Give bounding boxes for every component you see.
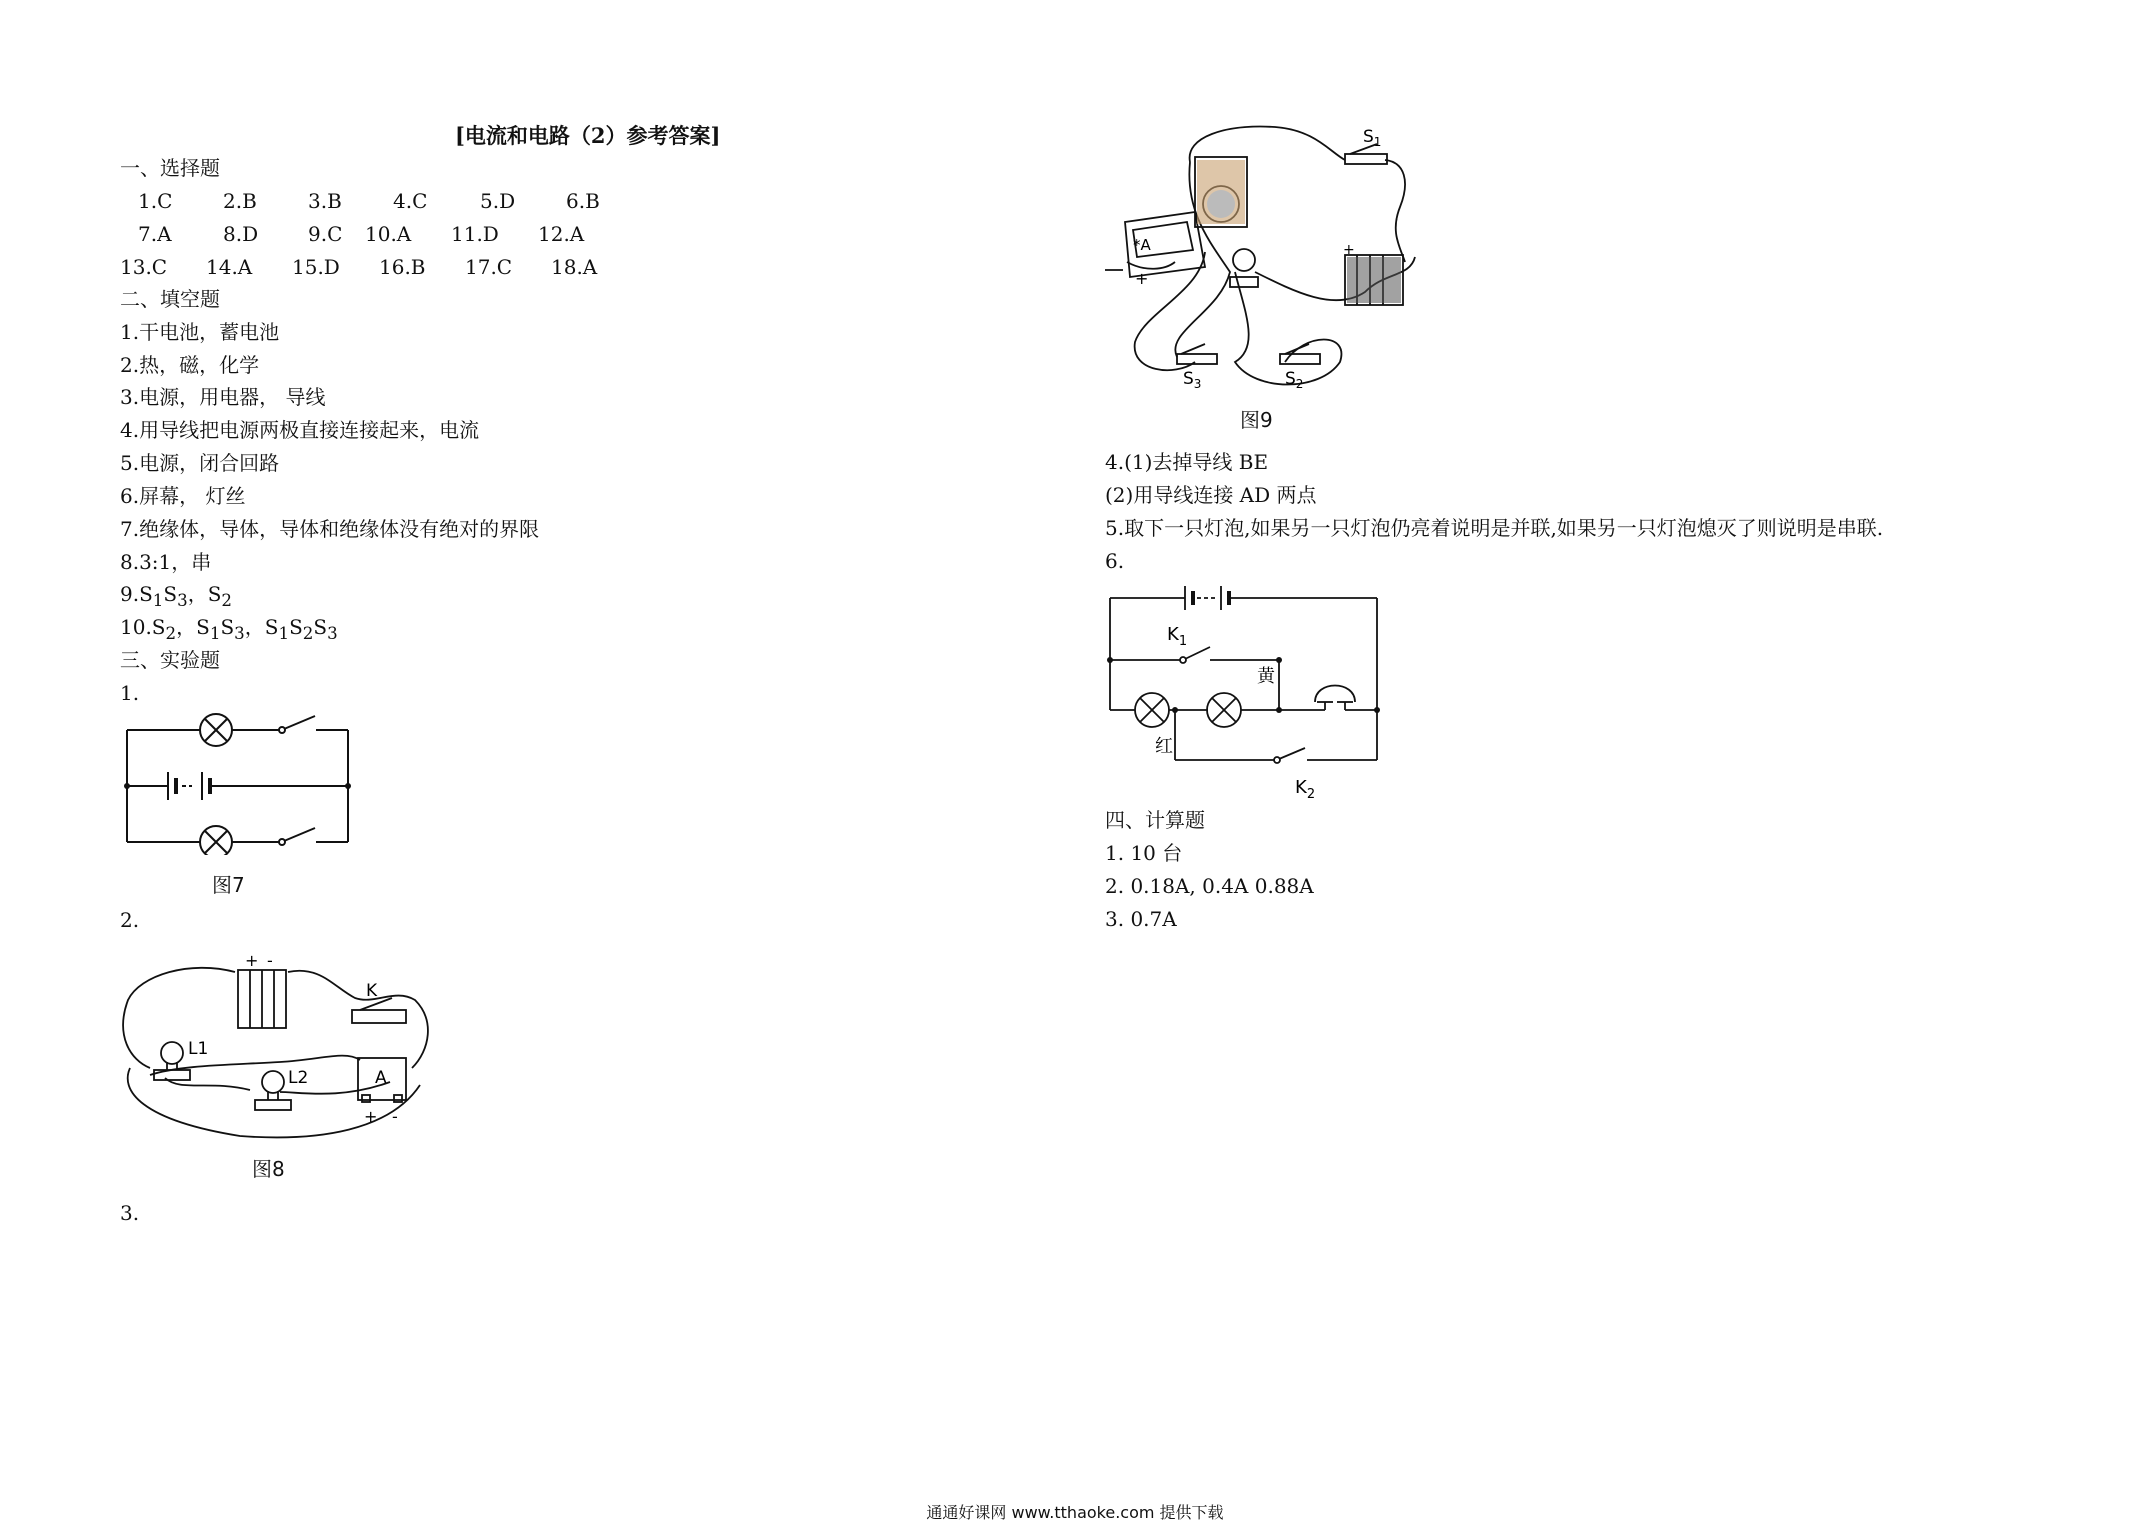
choice-answer: 6.B xyxy=(566,189,600,213)
fill-answer: 2.热，磁，化学 xyxy=(120,353,260,377)
bulb-shade xyxy=(1207,190,1235,218)
figure-9-circuit xyxy=(1105,122,1435,422)
junction-dot xyxy=(1107,657,1113,663)
section1-heading: 一、选择题 xyxy=(120,156,220,180)
fill-answer: 6.屏幕， 灯丝 xyxy=(120,484,246,508)
figure-7-circuit xyxy=(120,705,360,855)
figure-6-circuit xyxy=(1105,580,1405,805)
switch-k1-label: $K_1$ xyxy=(1167,624,1188,649)
choice-answer: 5.D xyxy=(480,189,516,213)
battery-plus-label: + xyxy=(1343,242,1355,258)
switch-s1-label: $S_1$ xyxy=(1363,127,1382,149)
choice-answer: 9.C xyxy=(308,222,343,246)
lamp-l1-label: L1 xyxy=(188,1039,209,1059)
junction-dot xyxy=(124,783,130,789)
yellow-lamp-label: 黄 xyxy=(1257,666,1275,687)
switch-s3-label: $S_3$ xyxy=(1183,369,1202,391)
junction-dot xyxy=(1276,657,1282,663)
battery-pack-shade xyxy=(1347,257,1401,303)
answer-4-part1: 4.(1)去掉导线 BE xyxy=(1105,450,1269,474)
fill-answer: 5.电源，闭合回路 xyxy=(120,451,280,475)
ammeter-plus-label: + xyxy=(1135,269,1149,288)
answer-5: 5.取下一只灯泡,如果另一只灯泡仍亮着说明是并联,如果另一只灯泡熄灭了则说明是串联. xyxy=(1105,516,1884,540)
choice-answer: 15.D xyxy=(292,255,340,279)
ammeter-label: A xyxy=(375,1068,387,1088)
figure-7-caption: 图7 xyxy=(212,873,245,897)
choice-answer: 3.B xyxy=(308,189,342,213)
question-1-label: 1. xyxy=(120,681,140,705)
lamp-l2-label: L2 xyxy=(288,1068,309,1088)
choice-answer: 17.C xyxy=(465,255,513,279)
choice-answer: 12.A xyxy=(538,222,585,246)
fill-answer: 1.干电池，蓄电池 xyxy=(120,320,280,344)
fill-answer: 7.绝缘体，导体，导体和绝缘体没有绝对的界限 xyxy=(120,517,540,541)
battery-plus-label: + xyxy=(245,951,259,970)
page-footer: 通通好课网 www.tthaoke.com 提供下载 xyxy=(926,1503,1224,1522)
section3-heading: 三、实验题 xyxy=(120,648,220,672)
fill-answer: 8.3:1，串 xyxy=(120,550,212,574)
figure-9-caption: 图9 xyxy=(1240,408,1273,432)
choice-answer: 2.B xyxy=(223,189,257,213)
junction-dot xyxy=(1374,707,1380,713)
question-6-label: 6. xyxy=(1105,549,1125,573)
fill-answer: 3.电源，用电器， 导线 xyxy=(120,385,326,409)
choice-answer: 10.A xyxy=(365,222,412,246)
ammeter-a-label: *A xyxy=(1133,236,1151,254)
section4-heading: 四、计算题 xyxy=(1105,808,1205,832)
fill-answer-10: $10.S_2$，$S_1S_3$，$S_1S_2S_3$ xyxy=(120,615,338,643)
fill-answer-9: $9.S_1S_3$，$S_2$ xyxy=(120,582,233,610)
choice-answer: 16.B xyxy=(379,255,426,279)
choice-answer: 8.D xyxy=(223,222,259,246)
answer-4-part2: (2)用导线连接 AD 两点 xyxy=(1105,483,1317,507)
figure-8-caption: 图8 xyxy=(252,1157,285,1181)
section2-heading: 二、填空题 xyxy=(120,287,220,311)
junction-dot xyxy=(345,783,351,789)
question-3-label: 3. xyxy=(120,1201,140,1225)
choice-answer: 1.C xyxy=(138,189,173,213)
page-title: [电流和电路（2）参考答案] xyxy=(455,123,721,148)
junction-dot xyxy=(1172,707,1178,713)
ammeter-minus-label: - xyxy=(392,1107,398,1126)
choice-answer: 4.C xyxy=(393,189,428,213)
switch-k2-label: $K_2$ xyxy=(1295,777,1316,802)
switch-s2-label: $S_2$ xyxy=(1285,369,1304,391)
figure-8-circuit xyxy=(120,950,440,1150)
switch-k-label: K xyxy=(366,981,378,1001)
red-lamp-label: 红 xyxy=(1155,736,1173,757)
choice-answer: 11.D xyxy=(451,222,499,246)
junction-dot xyxy=(1276,707,1282,713)
choice-answer: 18.A xyxy=(551,255,598,279)
choice-answer: 13.C xyxy=(120,255,168,279)
fill-answer: 4.用导线把电源两极直接连接起来，电流 xyxy=(120,418,480,442)
calc-answer: 1. 10 台 xyxy=(1105,841,1183,865)
ammeter-plus-label: + xyxy=(364,1107,378,1126)
choice-answer: 14.A xyxy=(206,255,253,279)
calc-answer: 2. 0.18A, 0.4A 0.88A xyxy=(1105,874,1314,898)
question-2-label: 2. xyxy=(120,908,140,932)
calc-answer: 3. 0.7A xyxy=(1105,907,1177,931)
battery-minus-label: - xyxy=(267,951,273,970)
choice-answer: 7.A xyxy=(138,222,172,246)
